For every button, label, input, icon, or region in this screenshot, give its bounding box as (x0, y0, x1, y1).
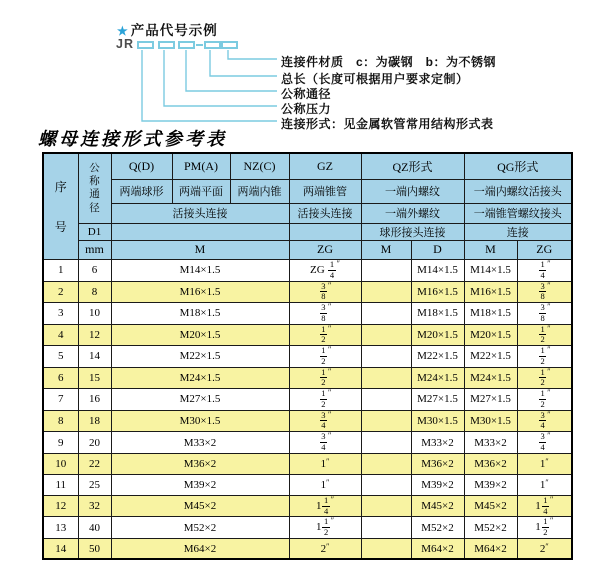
header-seq-char-2: 号 (54, 220, 67, 235)
cell-dn: 10 (78, 303, 111, 325)
header-row-5 (43, 240, 572, 259)
cell-qz-m (361, 281, 411, 303)
cell-qz-m (361, 389, 411, 411)
cell-qz-m (361, 495, 411, 517)
header-col-qd: Q(D) (111, 153, 172, 179)
code-prefix: JR (116, 37, 134, 51)
table-row (43, 389, 572, 411)
header-qg-conn: 连接 (464, 223, 572, 240)
cell-qg-zg: $\frac{1}{2}$ ″ (517, 346, 572, 368)
table-row (43, 517, 572, 539)
cell-gz-zg: $\frac{1}{2}$ ″ (289, 389, 361, 411)
table-row (43, 410, 572, 432)
cell-qg-m: M16×1.5 (464, 281, 517, 303)
header-qz-d: D (411, 240, 464, 259)
cell-seq: 1 (43, 260, 78, 282)
header-col-nzc: NZ(C) (230, 153, 289, 179)
cell-qg-m: M39×2 (464, 474, 517, 495)
table-row (43, 367, 572, 389)
header-d1: D1 (78, 223, 111, 240)
cell-dn: 32 (78, 495, 111, 517)
cell-dn: 18 (78, 410, 111, 432)
cell-qz-d: M27×1.5 (411, 389, 464, 411)
header-blank-m (111, 223, 289, 240)
cell-m: M39×2 (111, 474, 289, 495)
cell-seq: 4 (43, 324, 78, 346)
cell-gz-zg: 1 $\frac{1}{2}$ ″ (289, 517, 361, 539)
cell-qz-m (361, 367, 411, 389)
cell-gz-zg: $\frac{3}{8}$ ″ (289, 281, 361, 303)
table-row (43, 538, 572, 559)
cell-qz-m (361, 324, 411, 346)
table-row (43, 303, 572, 325)
cell-m: M64×2 (111, 538, 289, 559)
cell-qz-d: M52×2 (411, 517, 464, 539)
cell-qz-m (361, 410, 411, 432)
cell-qg-m: M24×1.5 (464, 367, 517, 389)
reference-table-wrap (42, 152, 573, 560)
cell-qg-m: M33×2 (464, 432, 517, 454)
header-col-gz: GZ (289, 153, 361, 179)
table-row (43, 346, 572, 368)
cell-seq: 14 (43, 538, 78, 559)
header-seq (43, 153, 78, 260)
cell-seq: 7 (43, 389, 78, 411)
header-union-desc: 活接头连接 (111, 203, 289, 223)
cell-qg-zg: $\frac{1}{2}$ ″ (517, 389, 572, 411)
cell-qg-zg: $\frac{3}{8}$ ″ (517, 303, 572, 325)
cell-qz-d: M30×1.5 (411, 410, 464, 432)
cell-m: M18×1.5 (111, 303, 289, 325)
star-icon: ★ (117, 24, 129, 38)
header-qg-desc1: 一端内螺纹活接头 (464, 179, 572, 203)
table-row (43, 281, 572, 303)
cell-qg-m: M18×1.5 (464, 303, 517, 325)
cell-qz-d: M64×2 (411, 538, 464, 559)
header-mm: mm (78, 240, 111, 259)
cell-qg-m: M36×2 (464, 453, 517, 474)
cell-qz-m (361, 432, 411, 454)
header-row-4 (43, 223, 572, 240)
cell-gz-zg: $\frac{1}{2}$ ″ (289, 367, 361, 389)
header-qz-desc2: 一端外螺纹 (361, 203, 464, 223)
header-col-qz: QZ形式 (361, 153, 464, 179)
table-row (43, 474, 572, 495)
callout-label-diameter: 公称通径 (281, 87, 332, 101)
header-zg-label: ZG (289, 240, 361, 259)
cell-m: M36×2 (111, 453, 289, 474)
cell-gz-zg: 1″ (289, 474, 361, 495)
header-row-3 (43, 203, 572, 223)
cell-gz-zg: 2″ (289, 538, 361, 559)
cell-m: M30×1.5 (111, 410, 289, 432)
cell-seq: 6 (43, 367, 78, 389)
cell-qg-zg: $\frac{1}{4}$ ″ (517, 260, 572, 282)
header-col-qg: QG形式 (464, 153, 572, 179)
cell-qz-d: M33×2 (411, 432, 464, 454)
cell-dn: 22 (78, 453, 111, 474)
header-gz-desc: 两端锥管 (289, 179, 361, 203)
cell-qg-m: M64×2 (464, 538, 517, 559)
cell-seq: 11 (43, 474, 78, 495)
table-title: 螺母连接形式参考表 (38, 129, 227, 150)
cell-m: M27×1.5 (111, 389, 289, 411)
table-row (43, 324, 572, 346)
cell-qg-m: M14×1.5 (464, 260, 517, 282)
cell-qg-zg: $\frac{3}{4}$ ″ (517, 410, 572, 432)
cell-dn: 20 (78, 432, 111, 454)
cell-qz-m (361, 453, 411, 474)
cell-qz-m (361, 538, 411, 559)
cell-m: M16×1.5 (111, 281, 289, 303)
header-gz-union: 活接头连接 (289, 203, 361, 223)
cell-qz-m (361, 474, 411, 495)
cell-m: M24×1.5 (111, 367, 289, 389)
cell-m: M52×2 (111, 517, 289, 539)
cell-qg-m: M27×1.5 (464, 389, 517, 411)
cell-qg-zg: 2″ (517, 538, 572, 559)
header-qg-zg: ZG (517, 240, 572, 259)
nut-connection-table (42, 152, 573, 560)
callout-label-material: 连接件材质 c：为碳钢 b：为不锈钢 (281, 55, 497, 69)
cell-gz-zg: $\frac{3}{8}$ ″ (289, 303, 361, 325)
cell-qz-d: M16×1.5 (411, 281, 464, 303)
cell-qz-m (361, 346, 411, 368)
cell-qg-m: M52×2 (464, 517, 517, 539)
cell-qz-m (361, 303, 411, 325)
cell-dn: 6 (78, 260, 111, 282)
cell-dn: 25 (78, 474, 111, 495)
header-row-1 (43, 153, 572, 179)
cell-gz-zg: 1″ (289, 453, 361, 474)
header-row-2 (43, 179, 572, 203)
cell-gz-zg: $\frac{1}{2}$ ″ (289, 346, 361, 368)
header-qz-desc1: 一端内螺纹 (361, 179, 464, 203)
header-qg-m: M (464, 240, 517, 259)
cell-qz-d: M22×1.5 (411, 346, 464, 368)
callout-label-connection: 连接形式：见金属软管常用结构形式表 (281, 117, 494, 131)
cell-dn: 12 (78, 324, 111, 346)
cell-seq: 12 (43, 495, 78, 517)
cell-m: M14×1.5 (111, 260, 289, 282)
cell-gz-zg: 1 $\frac{1}{4}$ ″ (289, 495, 361, 517)
cell-qg-zg: $\frac{1}{2}$ ″ (517, 367, 572, 389)
header-dn: 公称通径 (78, 153, 111, 223)
cell-seq: 5 (43, 346, 78, 368)
header-nzc-desc: 两端内锥 (230, 179, 289, 203)
cell-m: M33×2 (111, 432, 289, 454)
cell-qz-d: M39×2 (411, 474, 464, 495)
cell-gz-zg: $\frac{3}{4}$ ″ (289, 432, 361, 454)
cell-qg-zg: 1 $\frac{1}{4}$ ″ (517, 495, 572, 517)
cell-qg-m: M20×1.5 (464, 324, 517, 346)
cell-dn: 14 (78, 346, 111, 368)
table-row (43, 260, 572, 282)
callout-label-length: 总长（长度可根据用户要求定制） (281, 72, 469, 86)
header-col-pma: PM(A) (172, 153, 230, 179)
cell-qz-m (361, 517, 411, 539)
cell-qg-zg: 1 $\frac{1}{2}$ ″ (517, 517, 572, 539)
table-row (43, 495, 572, 517)
cell-qg-zg: 1″ (517, 453, 572, 474)
cell-m: M45×2 (111, 495, 289, 517)
header-qd-desc: 两端球形 (111, 179, 172, 203)
header-qz-conn: 球形接头连接 (361, 223, 464, 240)
cell-qz-d: M20×1.5 (411, 324, 464, 346)
cell-gz-zg: $\frac{1}{2}$ ″ (289, 324, 361, 346)
cell-qg-m: M22×1.5 (464, 346, 517, 368)
cell-m: M22×1.5 (111, 346, 289, 368)
cell-seq: 10 (43, 453, 78, 474)
cell-qz-d: M14×1.5 (411, 260, 464, 282)
cell-qz-d: M45×2 (411, 495, 464, 517)
cell-dn: 16 (78, 389, 111, 411)
cell-qz-d: M18×1.5 (411, 303, 464, 325)
cell-dn: 8 (78, 281, 111, 303)
cell-qg-zg: 1″ (517, 474, 572, 495)
table-body (43, 260, 572, 560)
cell-qg-zg: $\frac{3}{4}$ ″ (517, 432, 572, 454)
cell-seq: 2 (43, 281, 78, 303)
header-pma-desc: 两端平面 (172, 179, 230, 203)
cell-qz-m (361, 260, 411, 282)
table-row (43, 453, 572, 474)
cell-gz-zg: ZG $\frac{1}{4}$ ″ (289, 260, 361, 282)
table-header (43, 153, 572, 260)
header-qg-desc2: 一端锥管螺纹接头 (464, 203, 572, 223)
cell-m: M20×1.5 (111, 324, 289, 346)
header-seq-char-1: 序 (54, 179, 67, 194)
callout-label-pressure: 公称压力 (281, 102, 332, 116)
cell-dn: 40 (78, 517, 111, 539)
cell-qg-zg: $\frac{1}{2}$ ″ (517, 324, 572, 346)
header-blank-gz (289, 223, 361, 240)
cell-gz-zg: $\frac{3}{4}$ ″ (289, 410, 361, 432)
cell-qz-d: M24×1.5 (411, 367, 464, 389)
cell-seq: 9 (43, 432, 78, 454)
diagram-heading-text: 产品代号示例 (130, 23, 218, 38)
cell-seq: 3 (43, 303, 78, 325)
cell-qz-d: M36×2 (411, 453, 464, 474)
cell-qg-zg: $\frac{3}{8}$ ″ (517, 281, 572, 303)
cell-qg-m: M30×1.5 (464, 410, 517, 432)
cell-seq: 8 (43, 410, 78, 432)
cell-dn: 50 (78, 538, 111, 559)
cell-dn: 15 (78, 367, 111, 389)
header-m-label: M (111, 240, 289, 259)
table-row (43, 432, 572, 454)
cell-seq: 13 (43, 517, 78, 539)
cell-qg-m: M45×2 (464, 495, 517, 517)
header-qz-m: M (361, 240, 411, 259)
